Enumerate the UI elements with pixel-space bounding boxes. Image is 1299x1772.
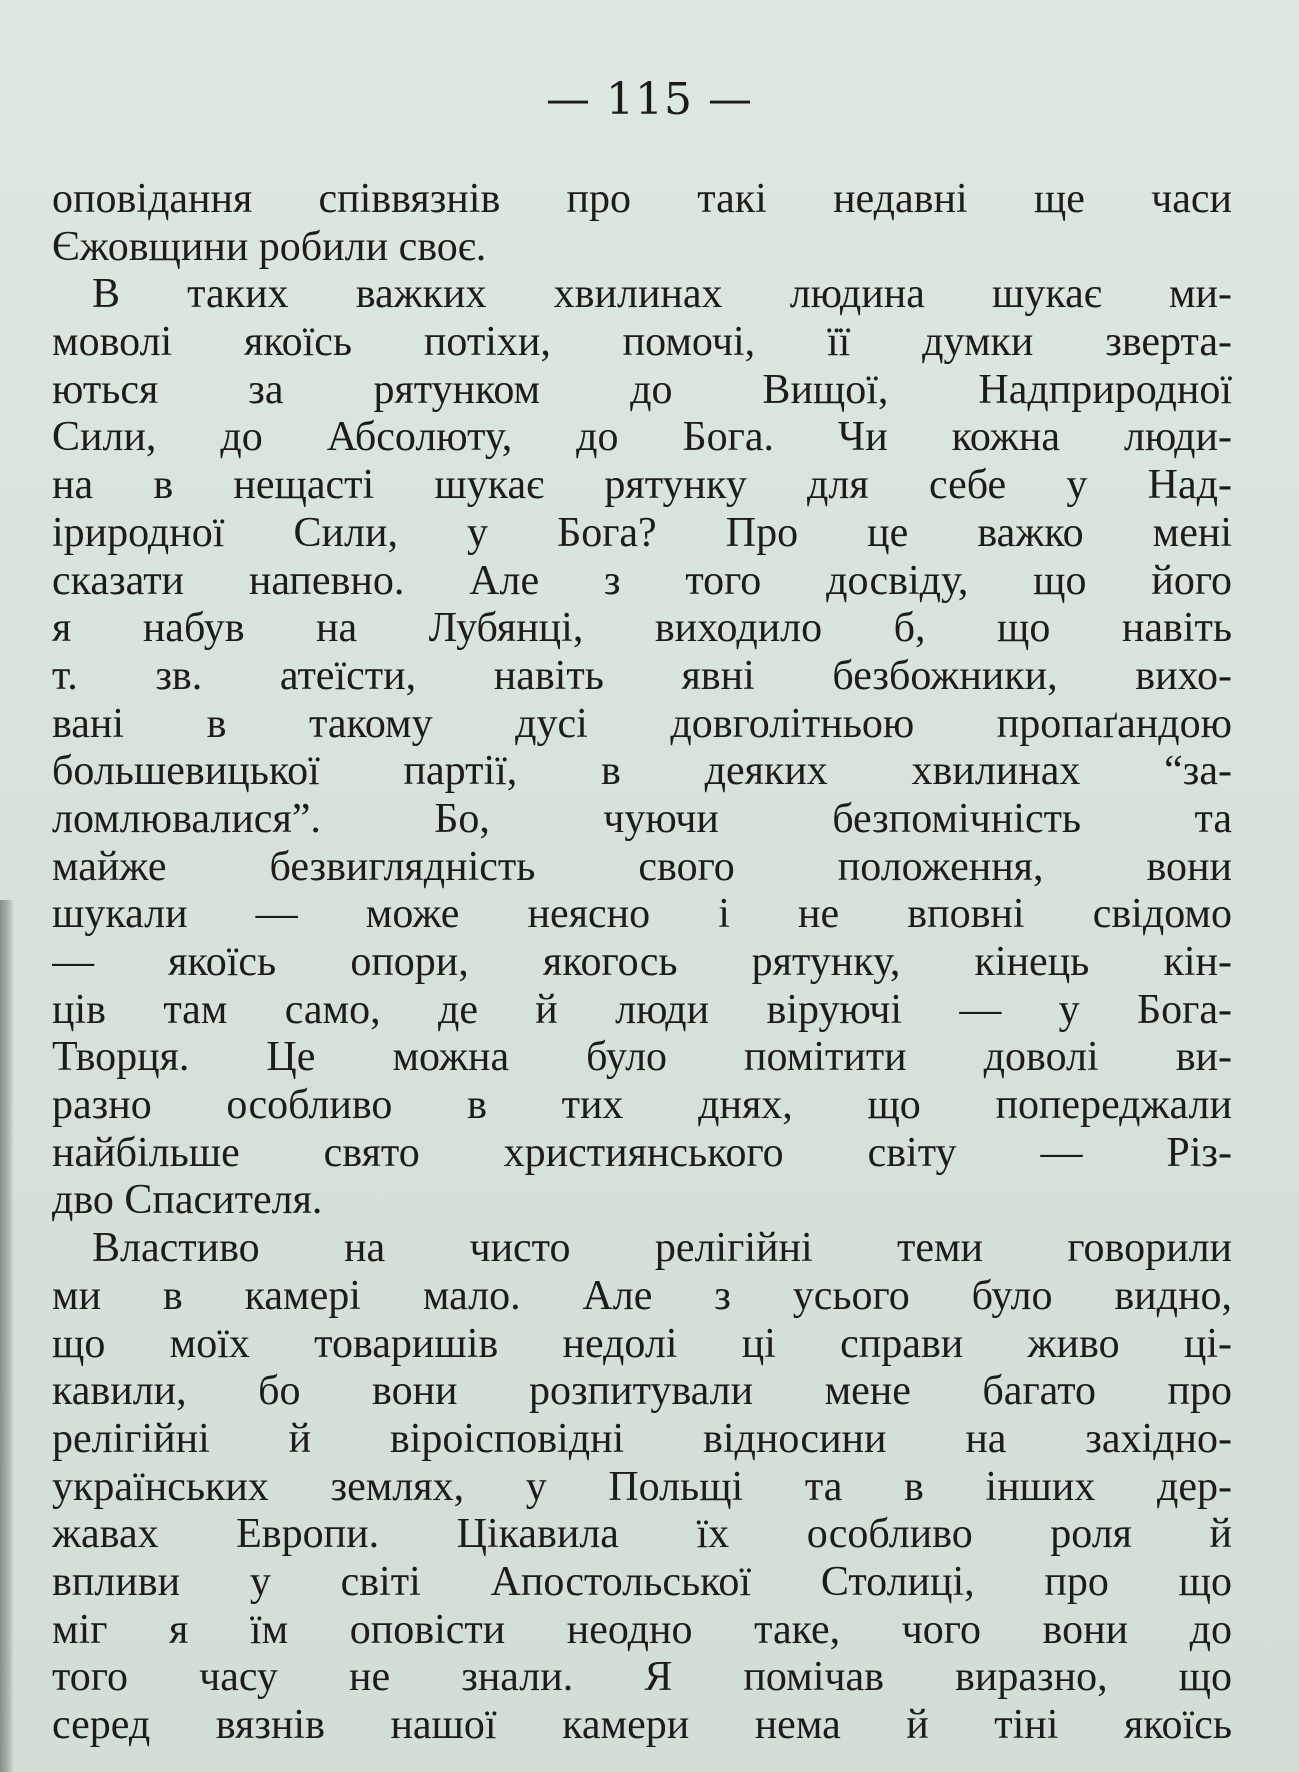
text-line: українських землях, у Польщі та в інших дер- [52, 1463, 1232, 1510]
text-line: релігійні й віроісповідні відносини на західно- [52, 1415, 1232, 1462]
text-line: того часу не знали. Я помічав виразно, що [52, 1654, 1232, 1701]
text-line: на в нещасті шукає рятунку для себе у Над- [52, 462, 1232, 509]
text-line: кавили, бо вони розпитували мене багато про [52, 1368, 1232, 1415]
text-line: Властиво на чисто релігійні теми говорили [92, 1225, 1232, 1272]
text-line: найбільше свято християнського світу — Різ- [52, 1129, 1232, 1176]
page-number: — 115 — [546, 74, 753, 125]
text-line: ються за рятунком до Вищої, Надприродної [52, 366, 1232, 413]
text-line: В таких важких хвилинах людина шукає ми- [92, 271, 1232, 318]
text-line: Єжовщини робили своє. [52, 223, 487, 270]
text-line: майже безвиглядність свого положення, вони [52, 843, 1232, 890]
text-line: ірироднoї Сили, у Бога? Про це важко мені [52, 509, 1232, 556]
text-line: я набув на Лубянці, виходило б, що навіть [52, 605, 1232, 652]
text-line: моволі якоїсь потіхи, помочі, її думки зверта- [52, 319, 1232, 366]
text-line: большевицької партії, в деяких хвилинах “за- [52, 748, 1232, 795]
text-line: дво Спасителя. [52, 1177, 323, 1224]
text-line: впливи у світі Апостольської Столиці, про що [52, 1558, 1232, 1605]
text-line: шукали — може неясно і не вповні свідомо [52, 891, 1232, 938]
text-line: оповідання співвязнів про такі недавні ще часи [52, 176, 1232, 222]
body-text [52, 176, 1232, 1750]
text-line: разно особливо в тих днях, що попереджали [52, 1082, 1232, 1129]
text-line: вані в такому дусі довголітньою пропаґандою [52, 700, 1232, 747]
page-edge-shadow [0, 900, 14, 1772]
text-line: міг я їм оповісти неодно таке, чого вони до [52, 1606, 1232, 1653]
text-line: що моїх товаришів недолі ці справи живо ці- [52, 1320, 1232, 1367]
text-line: серед вязнів нашої камери нема й тіні якоїсь [52, 1702, 1232, 1748]
text-line: ми в камері мало. Але з усього було видно, [52, 1272, 1232, 1319]
text-line: сказати напевно. Але з того досвіду, що його [52, 557, 1232, 604]
text-line: — якоїсь опори, якогось рятунку, кінець кін- [52, 939, 1232, 985]
text-line: т. зв. атеїсти, навіть явні безбожники, вихо- [52, 652, 1232, 699]
text-line: ців там само, де й люди віруючі — у Бога- [52, 986, 1232, 1033]
text-line: Творця. Це можна було помітити доволі ви- [52, 1034, 1232, 1081]
text-line: жавах Европи. Цікавила їх особливо роля й [52, 1511, 1232, 1558]
text-line: ломлювалися”. Бо, чуючи безпомічність та [52, 795, 1232, 842]
text-line: Сили, до Абсолюту, до Бога. Чи кожна люди- [52, 414, 1232, 461]
